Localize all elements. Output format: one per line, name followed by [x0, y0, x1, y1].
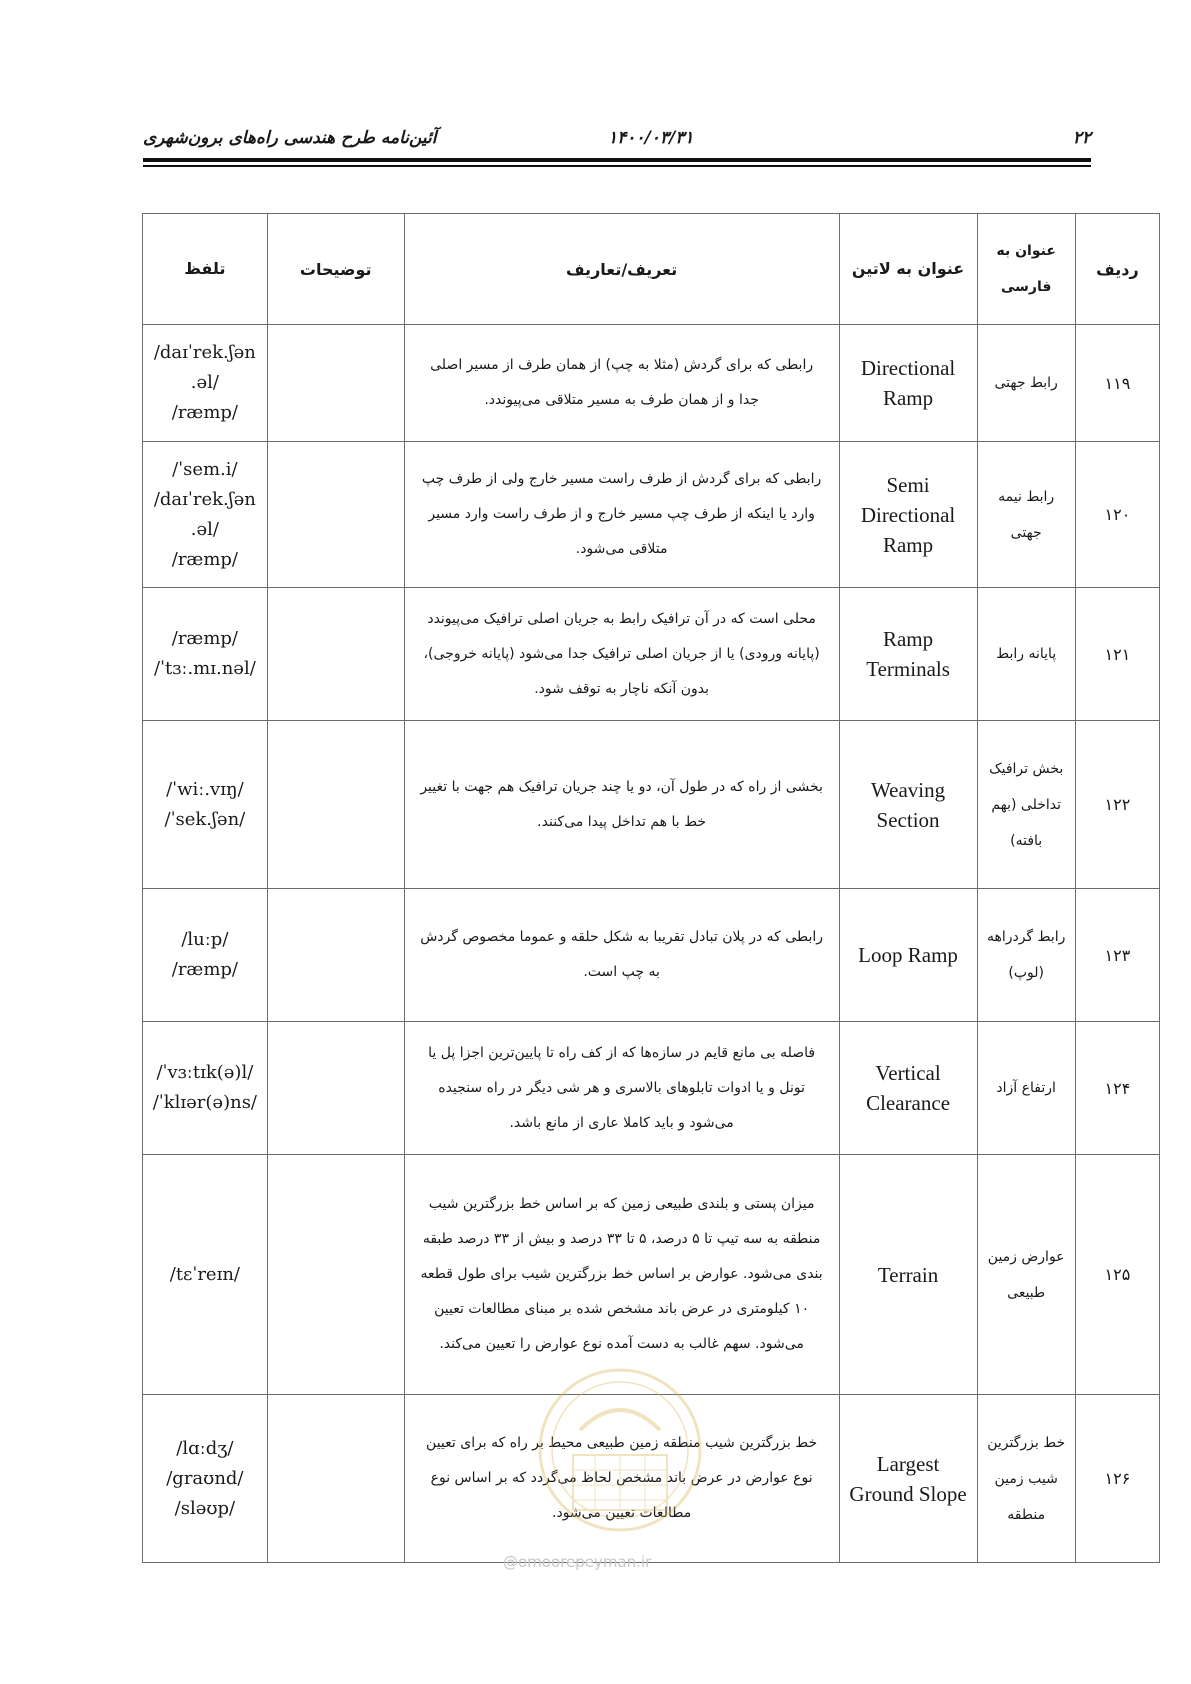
header-rule-thick: [143, 158, 1091, 162]
definition-cell: رابطی که برای گردش از طرف راست مسیر خارج ولی از طرف چپ وارد یا اینکه از طرف چپ مسیر خارج و از طرف راست وارد مسیر متلاقی می‌شود.: [404, 442, 839, 588]
table-row: [143, 325, 1160, 442]
pronunciation-line: /ˈsem.i/: [172, 458, 238, 480]
notes-cell: [267, 889, 404, 1022]
pronunciation-line: /lɑːdʒ/: [176, 1437, 234, 1459]
definition-cell: فاصله بی مانع قایم در سازه‌ها که از کف راه تا پایین‌ترین اجزا پل یا تونل و یا ادوات تابلوهای بالاسری و هر شی دیگر در راه سنجیده می‌شود و باید کاملا عاری از مانع باشد.: [404, 1022, 839, 1155]
col-persian-title: عنوان به فارسی: [977, 214, 1075, 325]
persian-title-cell: رابط نیمه جهتی: [977, 442, 1075, 588]
col-row-number: ردیف: [1075, 214, 1159, 325]
latin-title-cell: Semi Directional Ramp: [839, 442, 977, 588]
pronunciation-line: .əl/: [190, 372, 219, 393]
row-number-cell: ۱۱۹: [1075, 325, 1159, 442]
pronunciation-line: /daɪˈrek.ʃən: [153, 342, 256, 363]
table-header-row: [143, 214, 1160, 325]
persian-title-cell: پایانه رابط: [977, 588, 1075, 721]
row-number-cell: ۱۲۵: [1075, 1155, 1159, 1395]
pronunciation-cell: [143, 442, 268, 588]
table-row: [143, 889, 1160, 1022]
row-number-cell: ۱۲۴: [1075, 1022, 1159, 1155]
definition-cell: رابطی که برای گردش (مثلا به چپ) از همان طرف از مسیر اصلی جدا و از همان طرف به مسیر متلاقی می‌پیوندد.: [404, 325, 839, 442]
definition-cell: محلی است که در آن ترافیک رابط به جریان اصلی ترافیک می‌پیوندد (پایانه ورودی) یا از جریان اصلی ترافیک جدا می‌شود (پایانه خروجی)، بدون آنکه ناچار به توقف شود.: [404, 588, 839, 721]
table-row: [143, 1395, 1160, 1563]
latin-title-cell: Weaving Section: [839, 721, 977, 889]
pronunciation-line: /daɪˈrek.ʃən: [153, 488, 256, 510]
definition-cell: رابطی که در پلان تبادل تقریبا به شکل حلقه و عموما مخصوص گردش به چپ است.: [404, 889, 839, 1022]
table-row: [143, 1022, 1160, 1155]
notes-cell: [267, 1155, 404, 1395]
pronunciation-line: /ˈtɜː.mɪ.nəl/: [153, 658, 256, 679]
persian-title-cell: ارتفاع آزاد: [977, 1022, 1075, 1155]
row-number-cell: ۱۲۰: [1075, 442, 1159, 588]
pronunciation-line: /ræmp/: [171, 402, 238, 423]
row-number-cell: ۱۲۲: [1075, 721, 1159, 889]
pronunciation-line: /ræmp/: [171, 959, 238, 980]
row-number-cell: ۱۲۳: [1075, 889, 1159, 1022]
watermark-text: @omoorepeyman.ir: [503, 1553, 652, 1571]
pronunciation-line: /sləʊp/: [174, 1497, 236, 1519]
page-header: [143, 128, 1091, 154]
pronunciation-line: /ræmp/: [171, 548, 238, 570]
col-definition: تعریف/تعاریف: [404, 214, 839, 325]
pronunciation-line: /ˈsek.ʃən/: [164, 808, 246, 830]
row-number-cell: ۱۲۱: [1075, 588, 1159, 721]
definition-cell: بخشی از راه که در طول آن، دو یا چند جریان ترافیک هم جهت با تغییر خط با هم تداخل پیدا می‌کنند.: [404, 721, 839, 889]
notes-cell: [267, 325, 404, 442]
col-pronunciation: تلفظ: [143, 214, 268, 325]
persian-title-cell: عوارض زمین طبیعی: [977, 1155, 1075, 1395]
notes-cell: [267, 1395, 404, 1563]
table-row: [143, 588, 1160, 721]
pronunciation-line: /ˈvɜːtɪk(ə)l/: [156, 1062, 254, 1083]
definition-cell: خط بزرگترین شیب منطقه زمین طبیعی محیط بر راه که برای تعیین نوع عوارض در عرض باند مشخص لحاظ می‌گردد که بر اساس نوع مطالعات تعیین می‌شود.: [404, 1395, 839, 1563]
table-row: [143, 1155, 1160, 1395]
latin-title-cell: Loop Ramp: [839, 889, 977, 1022]
table-row: [143, 721, 1160, 889]
pronunciation-cell: [143, 325, 268, 442]
persian-title-cell: خط بزرگترین شیب زمین منطقه: [977, 1395, 1075, 1563]
pronunciation-cell: [143, 1395, 268, 1563]
definitions-table: [142, 213, 1160, 1563]
pronunciation-cell: [143, 889, 268, 1022]
latin-title-cell: Ramp Terminals: [839, 588, 977, 721]
definition-cell: میزان پستی و بلندی طبیعی زمین که بر اساس خط بزرگترین شیب منطقه به سه تیپ تا ۵ درصد، ۵ تا ۳۳ درصد و بیش از ۳۳ درصد طبقه بندی می‌شود. عوارض بر اساس خط بزرگترین شیب برای طول قطعه ۱۰ کیلومتری در عرض باند مشخص شده بر مبنای مطالعات تعیین می‌شود. سهم غالب به دست آمده نوع عوارض را تعیین می‌کند.: [404, 1155, 839, 1395]
pronunciation-line: /luːp/: [181, 929, 229, 950]
pronunciation-line: .əl/: [190, 518, 219, 540]
persian-title-cell: رابط گردراهه (لوپ): [977, 889, 1075, 1022]
document-date: ۱۴۰۰/۰۳/۳۱: [608, 128, 694, 148]
notes-cell: [267, 588, 404, 721]
persian-title-cell: رابط جهتی: [977, 325, 1075, 442]
col-latin-title: عنوان به لاتین: [839, 214, 977, 325]
document-title: آئین‌نامه طرح هندسی راه‌های برون‌شهری: [143, 128, 437, 148]
col-notes: توضیحات: [267, 214, 404, 325]
pronunciation-cell: [143, 1155, 268, 1395]
latin-title-cell: Vertical Clearance: [839, 1022, 977, 1155]
pronunciation-line: /ræmp/: [171, 628, 238, 649]
latin-title-cell: Largest Ground Slope: [839, 1395, 977, 1563]
pronunciation-line: /ˈklɪər(ə)ns/: [152, 1092, 258, 1113]
pronunciation-line: /ˈwiː.vɪŋ/: [166, 778, 244, 800]
page-number: ۲۲: [1072, 128, 1091, 148]
row-number-cell: ۱۲۶: [1075, 1395, 1159, 1563]
pronunciation-cell: [143, 721, 268, 889]
pronunciation-cell: [143, 1022, 268, 1155]
notes-cell: [267, 721, 404, 889]
notes-cell: [267, 1022, 404, 1155]
latin-title-cell: Terrain: [839, 1155, 977, 1395]
pronunciation-cell: [143, 588, 268, 721]
persian-title-cell: بخش ترافیک تداخلی (بهم بافته): [977, 721, 1075, 889]
pronunciation-line: /graʊnd/: [166, 1467, 244, 1489]
latin-title-cell: Directional Ramp: [839, 325, 977, 442]
table-row: [143, 442, 1160, 588]
notes-cell: [267, 442, 404, 588]
header-rule-thin: [143, 165, 1091, 167]
pronunciation-line: /tɛˈreɪn/: [169, 1263, 240, 1285]
